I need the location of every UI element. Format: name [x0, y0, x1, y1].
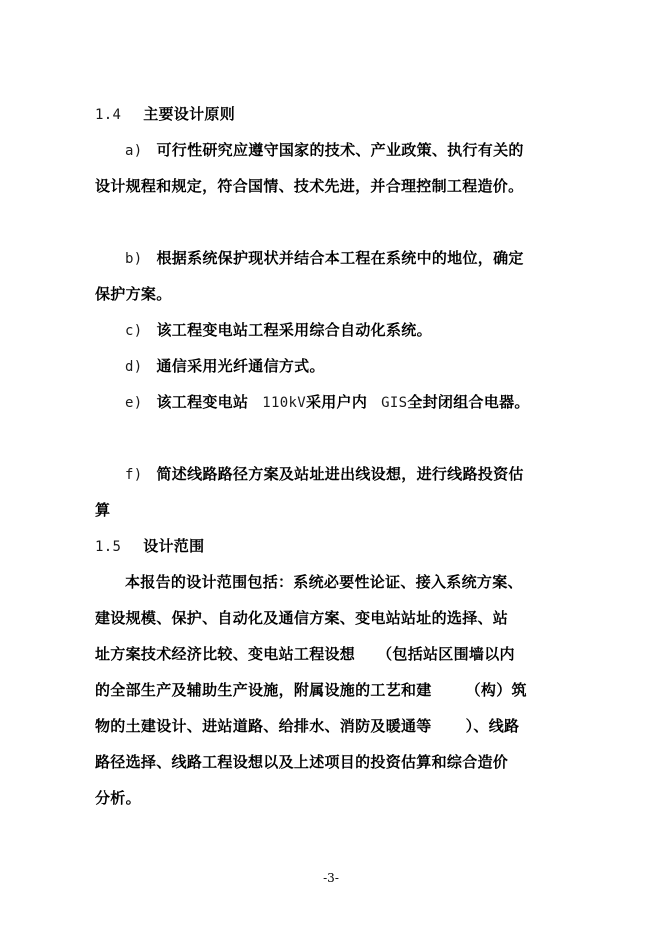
paragraph-text: （包括站区围墙以内 [377, 645, 515, 663]
list-item-f [125, 464, 524, 485]
item-marker: e) [125, 395, 143, 411]
gis-code: GIS [381, 395, 408, 411]
item-text: 设计规程和规定，符合国情、技术先进，并合理控制工程造价。 [95, 177, 524, 195]
paragraph-text: 分析。 [95, 789, 141, 807]
page-number: -3- [323, 871, 339, 885]
list-item-b [125, 248, 524, 269]
section-number: 1.5 [95, 539, 122, 555]
list-item-a-continued [95, 176, 523, 196]
paragraph-text: 路径选择、线路工程设想以及上述项目的投资估算和综合造价 [95, 753, 509, 771]
paragraph-line [95, 752, 508, 772]
list-item-f-continued [95, 500, 110, 520]
paragraph-line [95, 608, 508, 628]
list-item-b-continued [95, 284, 172, 304]
paragraph-line [125, 572, 523, 592]
paragraph-line [95, 644, 515, 664]
item-text: 可行性研究应遵守国家的技术、产业政策、执行有关的 [156, 141, 524, 159]
paragraph-text: ）、线路 [465, 717, 520, 735]
paragraph-text: （构）筑 [465, 681, 527, 699]
list-item-a [125, 140, 524, 161]
item-text: 该工程变电站 [156, 393, 249, 411]
section-heading-1-4 [95, 104, 235, 125]
list-item-d [125, 356, 325, 377]
item-marker: d) [125, 359, 143, 375]
section-heading-1-5 [95, 536, 204, 557]
item-marker: a) [125, 143, 143, 159]
paragraph-text: 的全部生产及辅助生产设施，附属设施的工艺和建 [95, 681, 432, 699]
item-marker: c) [125, 323, 143, 339]
section-number: 1.4 [95, 107, 122, 123]
paragraph-line [95, 716, 519, 736]
item-text: 保护方案。 [95, 285, 172, 303]
item-text: 简述线路路径方案及站址进出线设想，进行线路投资估 [156, 465, 524, 483]
paragraph-text: 物的土建设计、进站道路、给排水、消防及暖通等 [95, 717, 432, 735]
paragraph-line [95, 788, 141, 808]
item-marker: b) [125, 251, 143, 267]
item-text: 采用户内 [305, 393, 368, 411]
item-marker: f) [125, 467, 143, 483]
section-title: 主要设计原则 [143, 105, 235, 123]
item-text: 根据系统保护现状并结合本工程在系统中的地位，确定 [156, 249, 524, 267]
section-title: 设计范围 [143, 537, 205, 555]
paragraph-text: 本报告的设计范围包括：系统必要性论证、接入系统方案、 [125, 573, 523, 591]
paragraph-text: 址方案技术经济比较、变电站工程设想 [95, 645, 356, 663]
list-item-c [125, 320, 432, 341]
paragraph-line [95, 680, 527, 700]
list-item-e [125, 392, 530, 413]
item-text: 该工程变电站工程采用综合自动化系统。 [156, 321, 432, 339]
item-text: 通信采用光纤通信方式。 [156, 357, 325, 375]
item-text: 算 [95, 501, 111, 519]
voltage-spec: 110kV [262, 395, 306, 411]
item-text: 全封闭组合电器。 [407, 393, 530, 411]
paragraph-text: 建设规模、保护、自动化及通信方案、变电站站址的选择、站 [95, 609, 509, 627]
